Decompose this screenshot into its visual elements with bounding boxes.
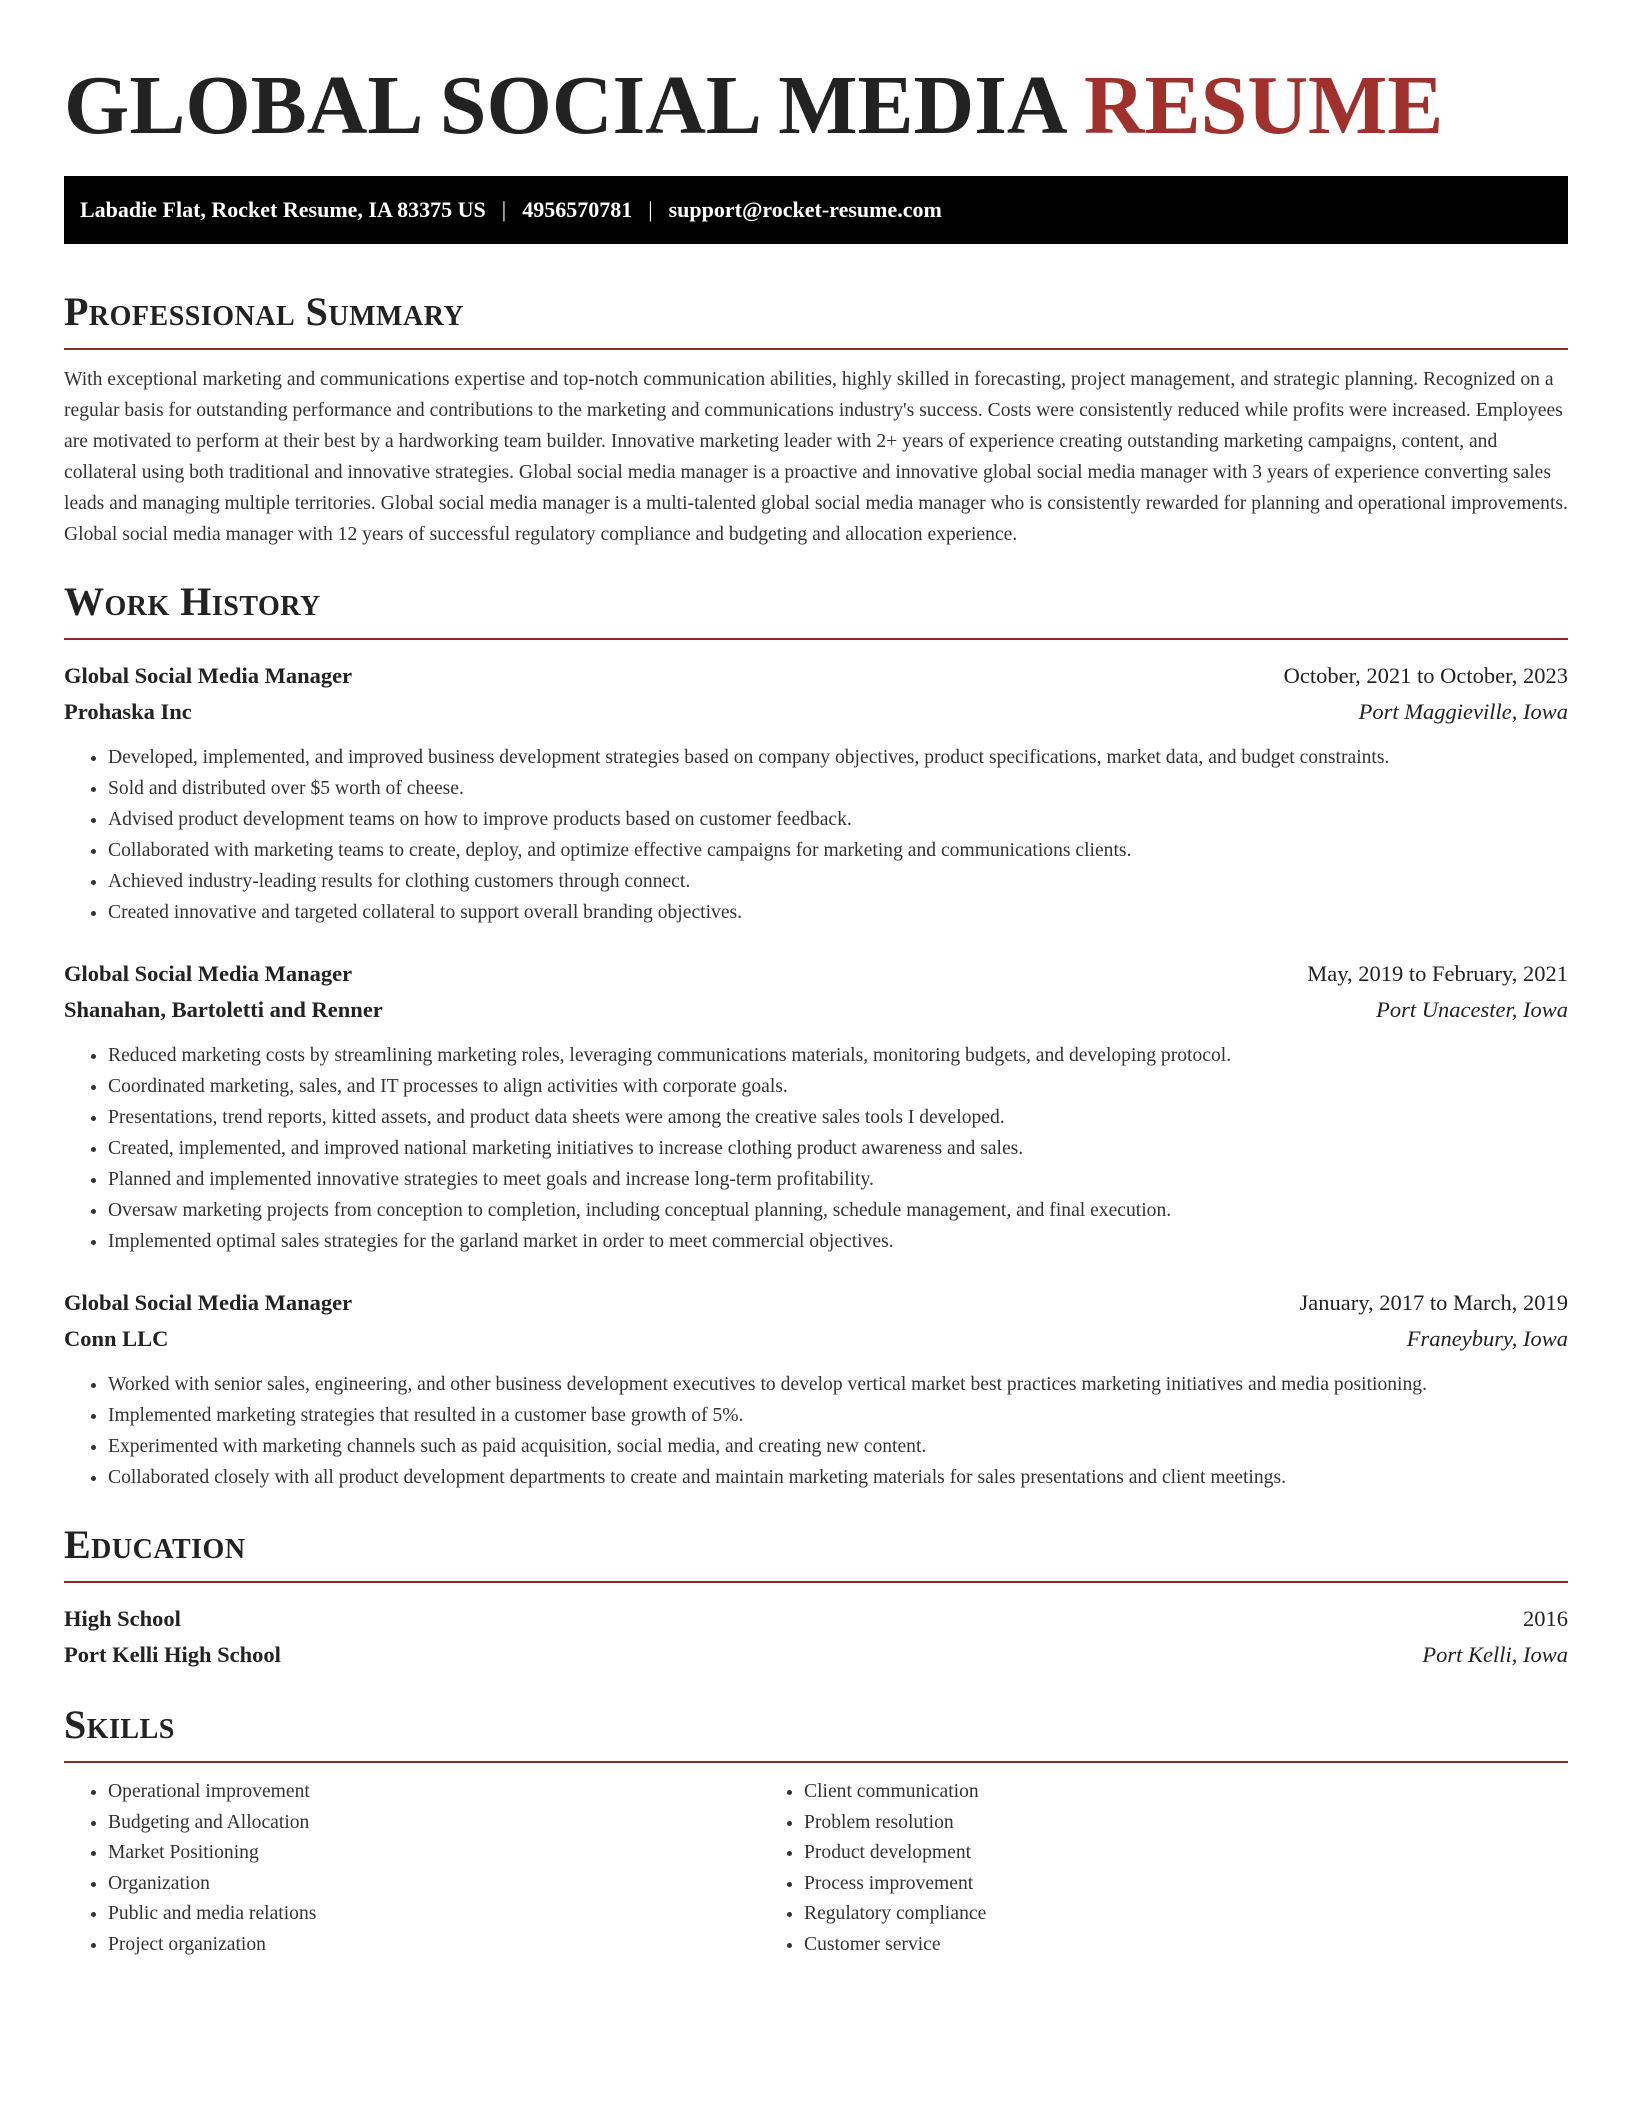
job-role: Global Social Media Manager <box>64 1290 353 1315</box>
job-bullet: • Coordinated marketing, sales, and IT processes to align activities with corporate goals. <box>108 1071 1568 1102</box>
contact-separator: | <box>648 197 653 222</box>
section-divider <box>64 1761 1568 1763</box>
education-location: Port Kelli, Iowa <box>1422 1642 1568 1667</box>
job-entry <box>64 658 1568 928</box>
job-dates: May, 2019 to February, 2021 <box>1307 961 1568 986</box>
job-location: Port Unacester, Iowa <box>1376 997 1568 1022</box>
work-history-section-title: Work History <box>64 579 321 624</box>
contact-separator: | <box>501 197 507 222</box>
job-bullets <box>64 1040 1568 1257</box>
skills-section-title: Skills <box>64 1702 175 1747</box>
skill-item: • Product development <box>804 1838 1456 1869</box>
education-school: Port Kelli High School <box>64 1642 281 1667</box>
education-entry <box>64 1601 1568 1673</box>
job-bullet: • Reduced marketing costs by streamlining marketing roles, leveraging communications materials, monitoring budgets, and developing protocol. <box>108 1040 1568 1071</box>
job-bullet: • Implemented marketing strategies that resulted in a customer base growth of 5%. <box>108 1400 1568 1431</box>
education-degree: High School <box>64 1606 181 1631</box>
contact-address: Labadie Flat, Rocket Resume, IA 83375 US <box>80 197 486 222</box>
skill-item: • Process improvement <box>804 1869 1456 1900</box>
job-bullet: • Collaborated with marketing teams to create, deploy, and optimize effective campaigns for marketing and communications clients. <box>108 835 1568 866</box>
name-accent: RESUME <box>1083 59 1444 152</box>
skill-item: • Customer service <box>804 1930 1456 1961</box>
skills-list <box>64 1777 1568 1960</box>
job-entry <box>64 1285 1568 1493</box>
job-bullet: • Created innovative and targeted collateral to support overall branding objectives. <box>108 897 1568 928</box>
skills-column-left <box>64 1777 760 1960</box>
skill-item: • Project organization <box>108 1930 760 1961</box>
job-entry <box>64 956 1568 1257</box>
job-bullet: • Experimented with marketing channels such as paid acquisition, social media, and creating new content. <box>108 1431 1568 1462</box>
job-bullet: • Oversaw marketing projects from conception to completion, including conceptual planning, schedule management, and final execution. <box>108 1195 1568 1226</box>
job-bullet: • Planned and implemented innovative strategies to meet goals and increase long-term profitability. <box>108 1164 1568 1195</box>
job-dates: October, 2021 to October, 2023 <box>1283 663 1568 688</box>
skill-item: • Problem resolution <box>804 1808 1456 1839</box>
job-bullet: • Worked with senior sales, engineering, and other business development executives to develop vertical market best practices marketing initiatives and media positioning. <box>108 1369 1568 1400</box>
skill-item: • Operational improvement <box>108 1777 760 1808</box>
summary-section-title: Professional Summary <box>64 289 465 334</box>
job-company: Prohaska Inc <box>64 699 192 724</box>
job-bullet: • Presentations, trend reports, kitted assets, and product data sheets were among the creative sales tools I developed. <box>108 1102 1568 1133</box>
skill-item: • Market Positioning <box>108 1838 760 1869</box>
summary-text: With exceptional marketing and communications expertise and top-notch communication abilities, highly skilled in forecasting, project management, and strategic planning. Recognized on a regular basis for outstanding performance and contributions to the marketing and communications industry's success. Costs were consistently reduced while profits were increased. Employees are motivated to perform at their best by a hardworking team builder. Innovative marketing leader with 2+ years of experience creating outstanding marketing campaigns, content, and collateral using both traditional and innovative strategies. Global social media manager is a proactive and innovative global social media manager with 3 years of experience converting sales leads and managing multiple territories. Global social media manager is a multi-talented global social media manager who is consistently rewarded for planning and operational improvements. Global social media manager with 12 years of successful regulatory compliance and budgeting and allocation experience. <box>64 369 1568 545</box>
job-bullet: • Advised product development teams on how to improve products based on customer feedback. <box>108 804 1568 835</box>
resume-name-heading <box>64 58 1568 154</box>
skill-item: • Client communication <box>804 1777 1456 1808</box>
skills-column-right <box>760 1777 1456 1960</box>
job-bullet: • Created, implemented, and improved national marketing initiatives to increase clothing product awareness and sales. <box>108 1133 1568 1164</box>
job-location: Port Maggieville, Iowa <box>1358 699 1568 724</box>
job-location: Franeybury, Iowa <box>1406 1326 1568 1351</box>
job-role: Global Social Media Manager <box>64 663 353 688</box>
skill-item: • Public and media relations <box>108 1899 760 1930</box>
education-section-title: Education <box>64 1522 246 1567</box>
education-year: 2016 <box>1523 1606 1568 1631</box>
name-main: GLOBAL SOCIAL MEDIA <box>64 59 1063 152</box>
job-company: Conn LLC <box>64 1326 169 1351</box>
section-divider <box>64 638 1568 640</box>
job-company: Shanahan, Bartoletti and Renner <box>64 997 383 1022</box>
job-bullet: • Sold and distributed over $5 worth of cheese. <box>108 773 1568 804</box>
job-bullets <box>64 1369 1568 1493</box>
job-bullet: • Collaborated closely with all product development departments to create and maintain marketing materials for sales presentations and client meetings. <box>108 1462 1568 1493</box>
job-bullets <box>64 742 1568 928</box>
job-role: Global Social Media Manager <box>64 961 353 986</box>
job-dates: January, 2017 to March, 2019 <box>1299 1290 1568 1315</box>
job-bullet: • Achieved industry-leading results for clothing customers through connect. <box>108 866 1568 897</box>
skill-item: • Regulatory compliance <box>804 1899 1456 1930</box>
job-bullet: • Developed, implemented, and improved business development strategies based on company objectives, product specifications, market data, and budget constraints. <box>108 742 1568 773</box>
section-divider <box>64 1581 1568 1583</box>
contact-bar <box>64 176 1568 244</box>
skill-item: • Budgeting and Allocation <box>108 1808 760 1839</box>
skill-item: • Organization <box>108 1869 760 1900</box>
contact-phone: 4956570781 <box>522 197 633 222</box>
contact-email: support@rocket-resume.com <box>668 197 942 222</box>
section-divider <box>64 348 1568 350</box>
job-bullet: • Implemented optimal sales strategies for the garland market in order to meet commercial objectives. <box>108 1226 1568 1257</box>
